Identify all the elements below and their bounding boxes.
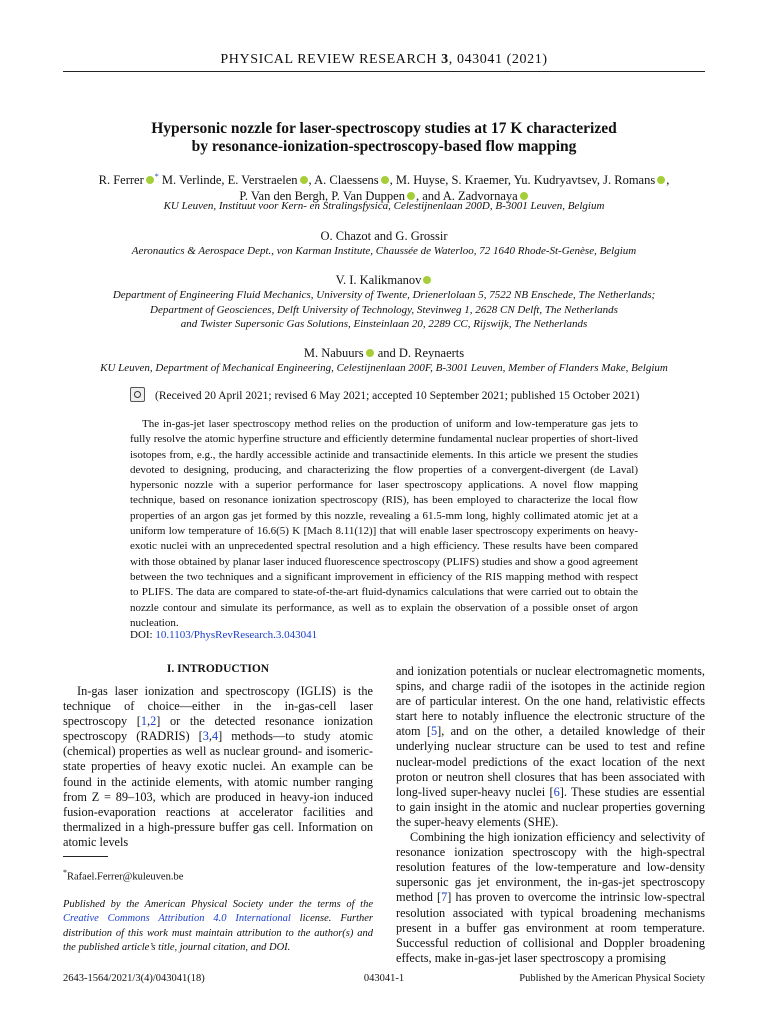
publication-history	[130, 387, 640, 402]
orcid-icon[interactable]	[366, 349, 374, 357]
corresponding-author-mark[interactable]: *	[154, 172, 159, 181]
reference-link[interactable]: 2	[150, 714, 157, 729]
paper-title	[0, 120, 768, 156]
affiliation-twister: and Twister Supersonic Gas Solutions, Einsteinlaan 20, 2289 CC, Rijswijk, The Netherlands	[180, 318, 588, 330]
author-list: R. Ferrer * M. Verlinde, E. Verstraelen , A. Claessens , M. Huyse, S. Kraemer, Yu. Kudryavtsev, J. Romans , P. Van den Bergh, P. Van Duppen , and A. Zadvornaya	[98, 172, 670, 204]
reference-link[interactable]: 1	[140, 714, 148, 729]
running-header	[0, 52, 768, 68]
orcid-icon[interactable]	[381, 176, 389, 184]
crossmark-icon[interactable]	[130, 387, 145, 402]
reference-link[interactable]: 4	[211, 729, 219, 744]
author-names: M. Verlinde, E. Verstraelen	[161, 173, 298, 188]
reference-link[interactable]: 5	[430, 724, 438, 739]
doi-line	[130, 629, 317, 641]
footnote-mark: *	[63, 868, 67, 877]
footnote	[63, 868, 373, 883]
paragraph: Combining the high ionization efficiency and selectivity of resonance ionization spectroscopy with the high-spectral resolution features of the low-temperature and low-density supersonic gas jet environment, the in-gas-jet spectroscopy method [7] has proven to overcome the intrinsic low-spectral resolution associated with typical broadening mechanisms present in a buffer gas environment at room temperature. Successful reduction of collisional and Doppler broadening effects, make in-gas-jet laser spectroscopy a promising	[396, 830, 706, 965]
author-group-3	[0, 272, 768, 288]
affiliation-vki: Aeronautics & Aerospace Dept., von Karman Institute, Chaussée de Waterloo, 72 1640 Rhode-St-Genèse, Belgium	[131, 245, 637, 257]
doi-link[interactable]: 10.1103/PhysRevResearch.3.043041	[155, 629, 318, 641]
affiliation-twente: Department of Engineering Fluid Mechanics, University of Twente, Drienerlolaan 5, 7522 NB Enschede, The Netherlands;	[112, 289, 656, 301]
right-column	[396, 664, 705, 966]
corresponding-email: Rafael.Ferrer@kuleuven.be	[67, 871, 184, 883]
section-heading: I. INTRODUCTION	[166, 663, 270, 675]
footer-issn: 2643-1564/2021/3(4)/043041(18)	[63, 973, 205, 984]
footer-page-number: 043041-1	[363, 973, 405, 984]
orcid-icon[interactable]	[657, 176, 665, 184]
author-names: , M. Huyse, S. Kraemer, Yu. Kudryavtsev, J. Romans	[389, 173, 656, 188]
author-names: P. Van den Bergh, P. Van Duppen	[239, 189, 405, 204]
left-column	[63, 684, 373, 850]
author-group-2: O. Chazot and G. Grossir	[320, 229, 448, 243]
title-line-2: by resonance-ionization-spectroscopy-based flow mapping	[191, 138, 577, 155]
paragraph: In-gas laser ionization and spectroscopy (IGLIS) is the technique of choice—either in the in-gas-cell laser spectroscopy [1,2] or the detected resonance ionization spectroscopy (RADRIS) [3,4] methods—to study atomic (chemical) properties as well as nuclear ground- and isomeric-state properties of heavy exotic nuclei. An example can be found in the actinide elements, with atomic number ranging from Z = 89–103, which are produced in heavy-ion induced fusion-evaporation reactions at accelerator facilities and thermalized in a high-pressure buffer gas cell. Information on atomic levels	[63, 684, 373, 849]
affiliation-leuven: KU Leuven, Instituut voor Kern- en Stralingsfysica, Celestijnenlaan 200D, B-3001 Leuven, Belgium	[163, 200, 605, 212]
abstract: The in-gas-jet laser spectroscopy method relies on the production of uniform and low-temperature gas jets to fully resolve the atomic hyperfine structure and efficiently determine fundamental nuclear properties of short-lived isotopes from, e.g., the hardly accessible actinide and transactinide elements. In this article we present the studies devoted to designing, producing, and characterizing the flow properties of a convergent-divergent (de Laval) hypersonic nozzle with a superior performance for laser spectroscopy applications. A novel flow mapping technique, based on resonance ionization spectroscopy (RIS), has been employed to characterize the local flow properties of an argon gas jet formed by this nozzle, revealing a 61.5-mm long, highly collimated atomic jet at a uniform low temperature of 16.6(5) K [Mach 8.11(12)] that will enable laser spectroscopy experiments on heavy-exotic nuclei with an unprecedented spectral resolution and a high efficiency. These results have been compared with those obtained by planar laser induced fluorescence spectroscopy (PLIFS) studies and show a good agreement between the two techniques and a significant improvement in efficiency of the RIS mapping method with respect to PLIFS. The data are compared to state-of-the-art fluid-dynamics calculations that were carried out to obtain the nozzle contour and simulate its performance, as well as to explain the observation of a possible onset of argon nucleation.	[130, 418, 638, 629]
paragraph: and ionization potentials or nuclear electromagnetic moments, spins, and charge radii of the isotopes in the actinide region are of particular interest. On the one hand, relativistic effects start here to notably influence the electronic structure of the atom [5], and on the other, a detailed knowledge of their underlying nuclear structure can be used to test and refine nuclear-model predictions of the exact location of the next proton or neutron shell closures that has been associated with long-lived super-heavy nuclei [6]. These studies are essential to gain insight in the atomic and nuclear properties governing the super-heavy elements (SHE).	[396, 664, 705, 829]
footnote-rule	[63, 856, 108, 857]
author-nabuurs: M. Nabuurs	[303, 346, 364, 360]
affiliation-delft: Department of Geosciences, Delft University of Technology, Stevinweg 1, 2628 CN Delft, The Netherlands	[150, 304, 618, 316]
received-dates: (Received 20 April 2021; revised 6 May 2021; accepted 10 September 2021; published 15 October 2021)	[155, 390, 640, 402]
affiliation-mech: KU Leuven, Department of Mechanical Engineering, Celestijnenlaan 200F, B-3001 Leuven, Member of Flanders Make, Belgium	[100, 362, 668, 374]
footer-publisher: Published by the American Physical Society	[519, 973, 705, 984]
reference-link[interactable]: 6	[553, 784, 560, 799]
author-group-4	[0, 345, 768, 361]
author-ferrer: R. Ferrer	[98, 173, 144, 188]
reference-link[interactable]: 3	[202, 729, 209, 744]
author-names: , A. Claessens	[308, 173, 379, 188]
license-statement: Published by the American Physical Society under the terms of the Creative Commons Attribution 4.0 International license. Further distribution of this work must maintain attribution to the author(s) and the published article’s title, journal citation, and DOI.	[63, 899, 373, 953]
orcid-icon[interactable]	[300, 176, 308, 184]
reference-link[interactable]: 7	[441, 890, 448, 905]
journal-name: PHYSICAL REVIEW RESEARCH	[220, 52, 438, 67]
title-line-1: Hypersonic nozzle for laser-spectroscopy studies at 17 K characterized	[151, 120, 617, 137]
orcid-icon[interactable]	[146, 176, 154, 184]
header-rule	[63, 71, 705, 72]
author-kalikmanov: V. I. Kalikmanov	[335, 273, 422, 287]
article-number: , 043041 (2021)	[448, 52, 548, 67]
journal-volume: 3	[441, 52, 449, 67]
license-link[interactable]: Creative Commons Attribution 4.0 International	[63, 913, 291, 925]
author-reynaerts: and D. Reynaerts	[374, 346, 465, 360]
orcid-icon[interactable]	[423, 276, 431, 284]
author-names: , and A. Zadvornaya	[415, 189, 518, 204]
doi-label: DOI:	[130, 629, 156, 641]
